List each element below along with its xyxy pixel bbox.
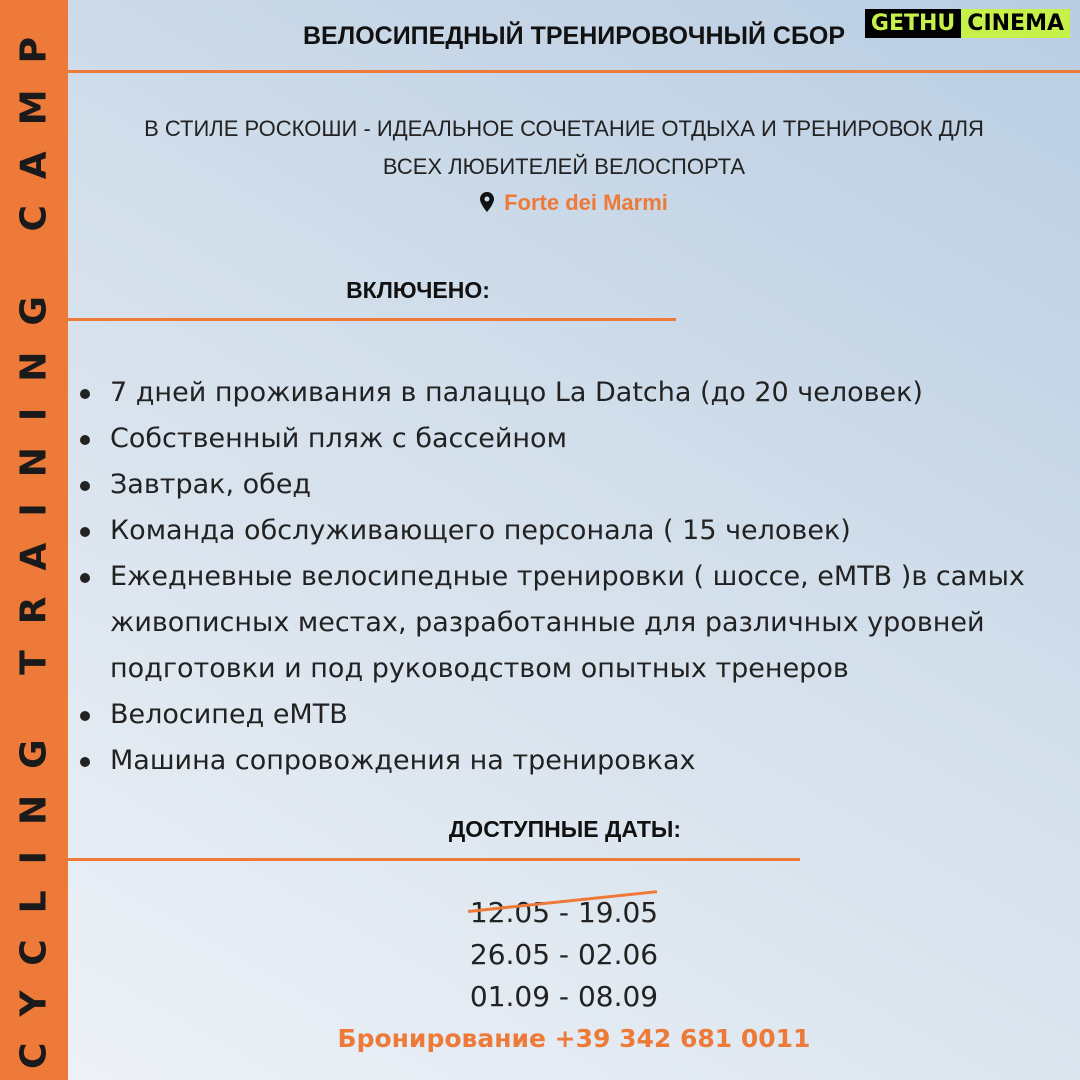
list-item: Команда обслуживающего персонала ( 15 человек) bbox=[80, 508, 1070, 554]
logo-part-1: GETHU bbox=[865, 9, 961, 38]
dates-heading: ДОСТУПНЫЕ ДАТЫ: bbox=[448, 816, 682, 842]
list-item: Велосипед eMTB bbox=[80, 692, 1070, 738]
location bbox=[68, 190, 1080, 216]
list-item: Завтрак, обед bbox=[80, 462, 1070, 508]
title-divider bbox=[68, 70, 1080, 73]
included-divider bbox=[68, 318, 676, 321]
map-pin-icon bbox=[480, 192, 494, 212]
included-list bbox=[80, 370, 1070, 784]
list-item: 7 дней проживания в палаццо La Datcha (до 20 человек) bbox=[80, 370, 1070, 416]
list-item: Машина сопровождения на тренировках bbox=[80, 738, 1070, 784]
page-title: ВЕЛОСИПЕДНЫЙ ТРЕНИРОВОЧНЫЙ СБОР bbox=[302, 22, 846, 50]
included-heading: ВКЛЮЧЕНО: bbox=[346, 277, 490, 303]
list-item: Ежедневные велосипедные тренировки ( шоссе, eMTB )в самых живописных местах, разработанные для различных уровней подготовки и под руководством опытных тренеров bbox=[80, 554, 1070, 692]
dates-divider bbox=[68, 858, 800, 861]
location-name: Forte dei Marmi bbox=[504, 190, 668, 215]
list-item: Собственный пляж с бассейном bbox=[80, 416, 1070, 462]
date-item-crossed: 12.05 - 19.05 bbox=[469, 896, 659, 929]
subtitle: В СТИЛЕ РОСКОШИ - ИДЕАЛЬНОЕ СОЧЕТАНИЕ ОТДЫХА И ТРЕНИРОВОК ДЛЯ ВСЕХ ЛЮБИТЕЛЕЙ ВЕЛОСПОРТА bbox=[144, 116, 984, 179]
dates-list bbox=[420, 892, 708, 1018]
date-item: 01.09 - 08.09 bbox=[469, 980, 659, 1013]
sidebar-vertical-text: CYCLING TRAINING CAMP bbox=[13, 11, 55, 1069]
sidebar-banner bbox=[0, 0, 68, 1080]
date-item: 26.05 - 02.06 bbox=[469, 938, 659, 971]
logo-part-2: CINEMA bbox=[961, 9, 1070, 38]
booking-phone: Бронирование +39 342 681 0011 bbox=[337, 1024, 811, 1053]
